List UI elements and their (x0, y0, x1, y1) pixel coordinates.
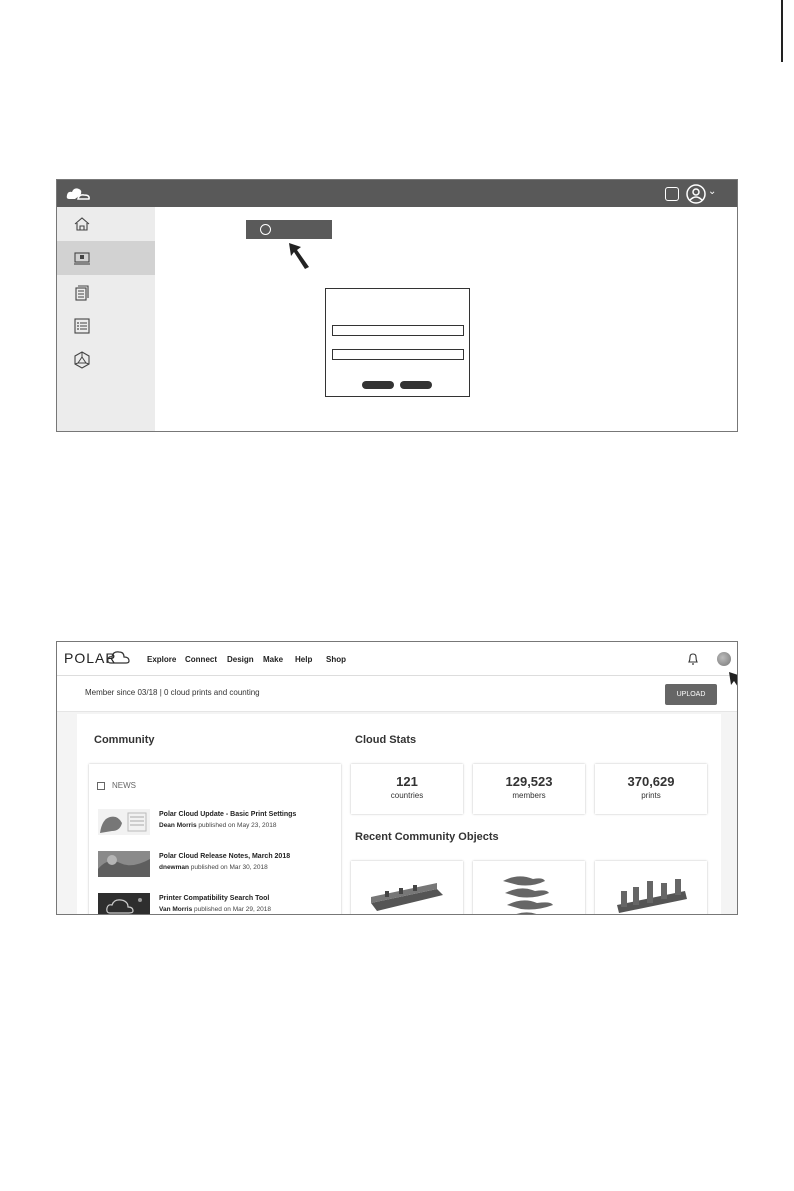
home-icon (73, 215, 91, 233)
nav-design[interactable]: Design (227, 655, 254, 664)
stat-members (473, 764, 585, 814)
object-thumbnail (595, 861, 707, 915)
calendar-icon (97, 782, 105, 790)
stat-value: 129,523 (505, 774, 553, 789)
member-info: Member since 03/18 | 0 cloud prints and counting (85, 688, 260, 697)
cursor-arrow-icon (287, 241, 313, 271)
recent-objects-heading: Recent Community Objects (355, 831, 499, 843)
documents-icon (73, 283, 91, 301)
community-heading: Community (94, 734, 155, 746)
nav-help[interactable]: Help (295, 655, 313, 664)
brand-logo[interactable]: POLAR (64, 650, 117, 666)
dashboard-panel (77, 714, 721, 915)
list-item[interactable] (98, 851, 338, 881)
news-card (89, 764, 341, 915)
chevron-down-icon[interactable]: ⌄ (708, 186, 717, 197)
add-circle-icon (260, 224, 271, 235)
cloud-logo-icon[interactable] (66, 186, 92, 202)
community-object-card[interactable] (595, 861, 707, 915)
sidebar-item-jobs[interactable] (57, 309, 155, 343)
avatar[interactable] (717, 652, 731, 666)
nav-shop[interactable]: Shop (326, 655, 346, 664)
add-printer-button[interactable] (246, 220, 332, 239)
news-meta: dnewman published on Mar 30, 2018 (159, 864, 268, 871)
screenshot-polar-cloud-home (56, 641, 738, 915)
cloud-logo-icon (107, 649, 131, 666)
object-thumbnail (473, 861, 585, 915)
news-thumbnail (98, 809, 150, 835)
printer-name-field[interactable] (332, 325, 464, 336)
nav-make[interactable]: Make (263, 655, 284, 664)
news-meta: Van Morris published on Mar 29, 2018 (159, 906, 272, 913)
news-title[interactable]: Polar Cloud Release Notes, March 2018 (159, 853, 291, 860)
member-bar (57, 676, 737, 712)
user-icon[interactable] (686, 184, 706, 204)
stat-label: countries (390, 791, 424, 800)
top-bar (57, 180, 737, 207)
cursor-arrow-icon (727, 670, 738, 698)
bell-icon[interactable] (687, 652, 699, 666)
list-item[interactable] (98, 809, 338, 839)
nav-connect[interactable]: Connect (185, 655, 217, 664)
printer-monitor-icon (73, 249, 91, 267)
sidebar-item-objects[interactable] (57, 343, 155, 377)
cloud-stats-heading: Cloud Stats (355, 734, 417, 746)
header-bar (57, 642, 737, 676)
community-object-card[interactable] (473, 861, 585, 915)
news-thumbnail (98, 851, 150, 877)
add-printer-dialog (325, 288, 470, 397)
list-item[interactable] (98, 893, 338, 915)
sidebar (57, 207, 155, 432)
printer-serial-field[interactable] (332, 349, 464, 360)
sidebar-item-home[interactable] (57, 207, 155, 241)
sidebar-item-files[interactable] (57, 275, 155, 309)
nav-explore[interactable]: Explore (147, 655, 177, 664)
news-thumbnail (98, 893, 150, 915)
news-label: NEWS (112, 781, 136, 790)
screenshot-printers-page (56, 179, 738, 432)
object-thumbnail (351, 861, 463, 915)
sidebar-item-printers[interactable] (57, 241, 155, 275)
stat-prints (595, 764, 707, 814)
news-meta: Dean Morris published on May 23, 2018 (159, 822, 277, 829)
crop-mark (781, 0, 783, 62)
polyhedron-icon (73, 351, 91, 369)
stat-label: prints (641, 791, 661, 800)
community-object-card[interactable] (351, 861, 463, 915)
list-icon (73, 317, 91, 335)
square-icon[interactable] (665, 187, 679, 201)
stat-label: members (512, 791, 546, 800)
ok-button[interactable] (400, 381, 432, 389)
news-title[interactable]: Printer Compatibility Search Tool (159, 895, 270, 902)
stat-value: 370,629 (627, 774, 675, 789)
upload-button[interactable]: UPLOAD (665, 684, 717, 705)
stat-value: 121 (396, 774, 418, 789)
news-title[interactable]: Polar Cloud Update - Basic Print Settings (159, 811, 297, 818)
stat-countries (351, 764, 463, 814)
cancel-button[interactable] (362, 381, 394, 389)
